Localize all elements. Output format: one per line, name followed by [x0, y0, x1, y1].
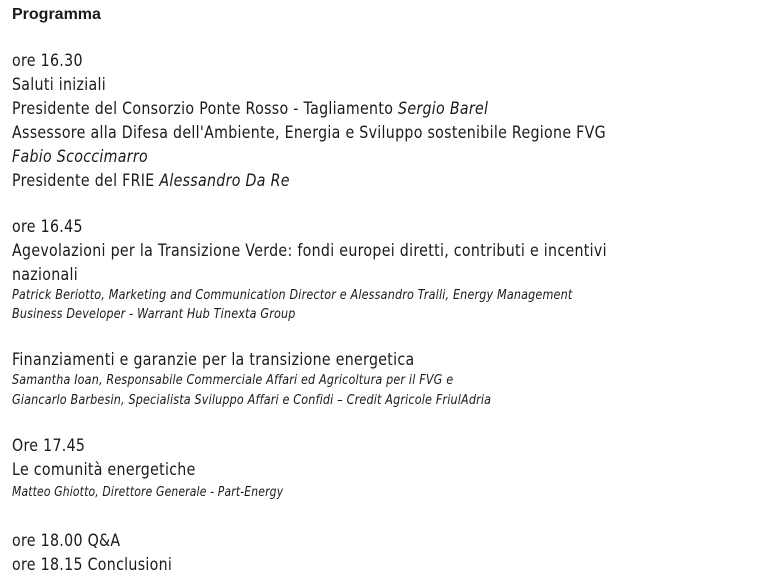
- speaker-line: [12, 97, 488, 121]
- session-title: Le comunità energetiche: [12, 460, 196, 479]
- session-time: ore 16.30: [12, 51, 83, 70]
- speaker-role: Presidente del FRIE: [12, 171, 160, 190]
- session-title: Saluti iniziali: [12, 75, 107, 94]
- speaker-name: Sergio Barel: [398, 99, 489, 118]
- speaker-name: Alessandro Da Re: [159, 171, 290, 190]
- session-speakers-line1: Samantha Ioan, Responsabile Commerciale Affari ed Agricoltura per il FVG e: [12, 373, 454, 388]
- session-title-line2: nazionali: [12, 265, 79, 284]
- qa-line: ore 18.00 Q&A: [12, 531, 121, 550]
- speaker-role: Presidente del Consorzio Ponte Rosso - Tagliamento: [12, 99, 399, 118]
- session-title: Finanziamenti e garanzie per la transizione energetica: [12, 350, 415, 369]
- speaker-line: [12, 169, 290, 193]
- speaker-role-line: Assessore alla Difesa dell'Ambiente, Energia e Sviluppo sostenibile Regione FVG: [12, 123, 606, 142]
- session-speakers-line2: Business Developer - Warrant Hub Tinexta Group: [12, 307, 296, 322]
- session-speakers-line1: Patrick Beriotto, Marketing and Communication Director e Alessandro Tralli, Energy Management: [12, 288, 573, 303]
- conclusions-line: ore 18.15 Conclusioni: [12, 555, 173, 574]
- program-heading: Programma: [12, 6, 101, 23]
- session-speakers: Matteo Ghiotto, Direttore Generale - Part-Energy: [12, 485, 284, 500]
- speaker-name-line: [12, 145, 148, 169]
- session-time: ore 16.45: [12, 217, 83, 236]
- session-time: Ore 17.45: [12, 436, 86, 455]
- session-speakers-line2: Giancarlo Barbesin, Specialista Sviluppo Affari e Confidi – Credit Agricole FriulAdria: [12, 393, 492, 408]
- speaker-name: Fabio Scoccimarro: [12, 147, 149, 166]
- session-title-line1: Agevolazioni per la Transizione Verde: fondi europei diretti, contributi e incentivi: [12, 241, 607, 260]
